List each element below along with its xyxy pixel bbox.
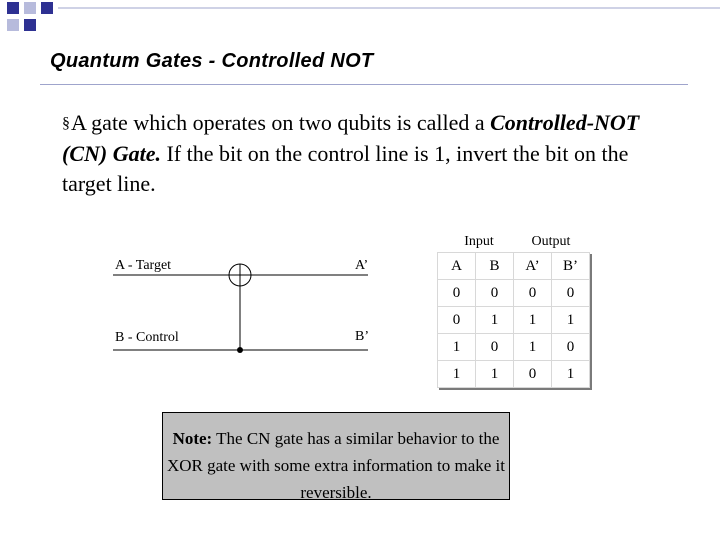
table-cell: 1	[438, 361, 476, 388]
table-cell: 1	[552, 307, 590, 334]
truth-table-header-row	[438, 253, 590, 280]
table-row	[438, 307, 590, 334]
target-output-label: A’	[355, 258, 369, 273]
bullet-text-suffix: If the bit on the control line is 1, invert the bit on the target line.	[62, 141, 629, 196]
column-header: B	[476, 253, 514, 280]
table-cell: 1	[552, 361, 590, 388]
control-output-label: B’	[355, 329, 369, 344]
note-text: The CN gate has a similar behavior to the XOR gate with some extra information to make it reversible.	[166, 429, 506, 502]
table-row	[438, 280, 590, 307]
table-cell: 1	[514, 334, 552, 361]
table-row	[438, 334, 590, 361]
bullet-text-prefix: A gate which operates on two qubits is called a	[71, 110, 491, 135]
output-header: Output	[531, 234, 571, 249]
column-header: B’	[552, 253, 590, 280]
note-label: Note:	[172, 429, 213, 448]
note-box	[162, 412, 510, 500]
input-header: Input	[464, 234, 494, 249]
table-cell: 1	[514, 307, 552, 334]
table-cell: 0	[438, 307, 476, 334]
table-cell: 1	[476, 361, 514, 388]
table-cell: 1	[438, 334, 476, 361]
table-cell: 1	[476, 307, 514, 334]
column-header: A’	[514, 253, 552, 280]
table-cell: 0	[552, 334, 590, 361]
target-input-label: A - Target	[115, 258, 172, 273]
table-cell: 0	[514, 280, 552, 307]
bullet-emphasis: Controlled-NOT (CN) Gate.	[62, 110, 640, 166]
table-cell: 0	[514, 361, 552, 388]
table-row	[438, 361, 590, 388]
column-header: A	[438, 253, 476, 280]
table-cell: 0	[552, 280, 590, 307]
table-cell: 0	[438, 280, 476, 307]
control-dot	[237, 347, 243, 353]
truth-table	[437, 252, 590, 388]
bullet-icon: §	[62, 115, 70, 132]
table-cell: 0	[476, 334, 514, 361]
table-cell: 0	[476, 280, 514, 307]
control-input-label: B - Control	[115, 330, 179, 345]
slide-title: Quantum Gates - Controlled NOT	[50, 50, 374, 72]
